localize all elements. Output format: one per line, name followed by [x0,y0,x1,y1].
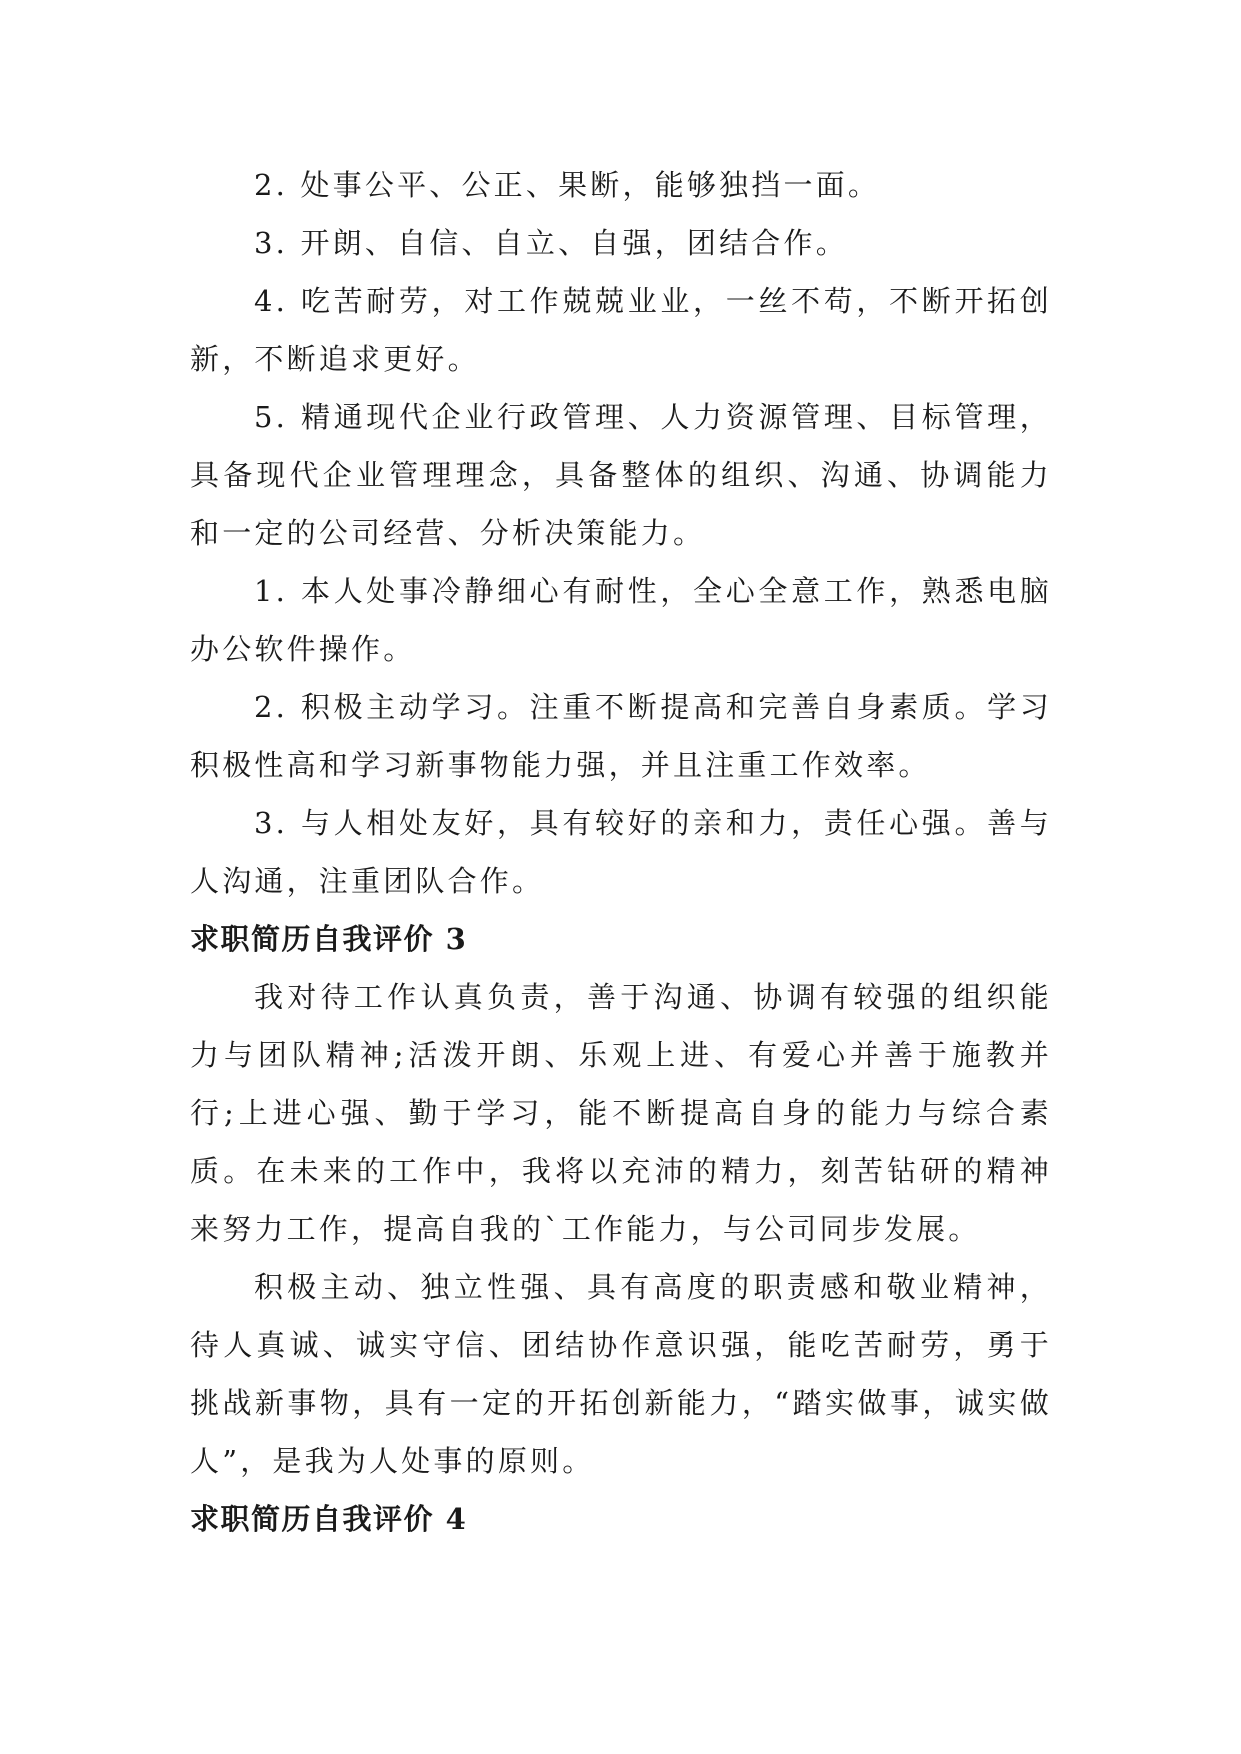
section-heading: 求职简历自我评价 3 [190,922,468,956]
paragraph: 3. 开朗、自信、自立、自强，团结合作。 [254,226,848,260]
document-body [190,156,1052,1548]
paragraph: 1. 本人处事冷静细心有耐性，全心全意工作，熟悉电脑办公软件操作。 [190,574,1052,666]
paragraph: 3. 与人相处友好，具有较好的亲和力，责任心强。善与人沟通，注重团队合作。 [190,806,1052,898]
paragraph: 我对待工作认真负责，善于沟通、协调有较强的组织能力与团队精神;活泼开朗、乐观上进、有爱心并善于施教并行;上进心强、勤于学习，能不断提高自身的能力与综合素质。在未来的工作中，我将以充沛的精力，刻苦钻研的精神来努力工作，提高自我的`工作能力，与公司同步发展。 [190,980,1052,1246]
paragraph: 5. 精通现代企业行政管理、人力资源管理、目标管理，具备现代企业管理理念，具备整体的组织、沟通、协调能力和一定的公司经营、分析决策能力。 [190,400,1052,550]
paragraph: 4. 吃苦耐劳，对工作兢兢业业，一丝不苟，不断开拓创新，不断追求更好。 [190,284,1052,376]
paragraph: 2. 积极主动学习。注重不断提高和完善自身素质。学习积极性高和学习新事物能力强，并且注重工作效率。 [190,690,1052,782]
paragraph: 积极主动、独立性强、具有高度的职责感和敬业精神，待人真诚、诚实守信、团结协作意识强，能吃苦耐劳，勇于挑战新事物，具有一定的开拓创新能力，“踏实做事，诚实做人”，是我为人处事的原则。 [190,1270,1052,1478]
paragraph: 2. 处事公平、公正、果断，能够独挡一面。 [254,168,881,202]
section-heading: 求职简历自我评价 4 [190,1502,468,1536]
